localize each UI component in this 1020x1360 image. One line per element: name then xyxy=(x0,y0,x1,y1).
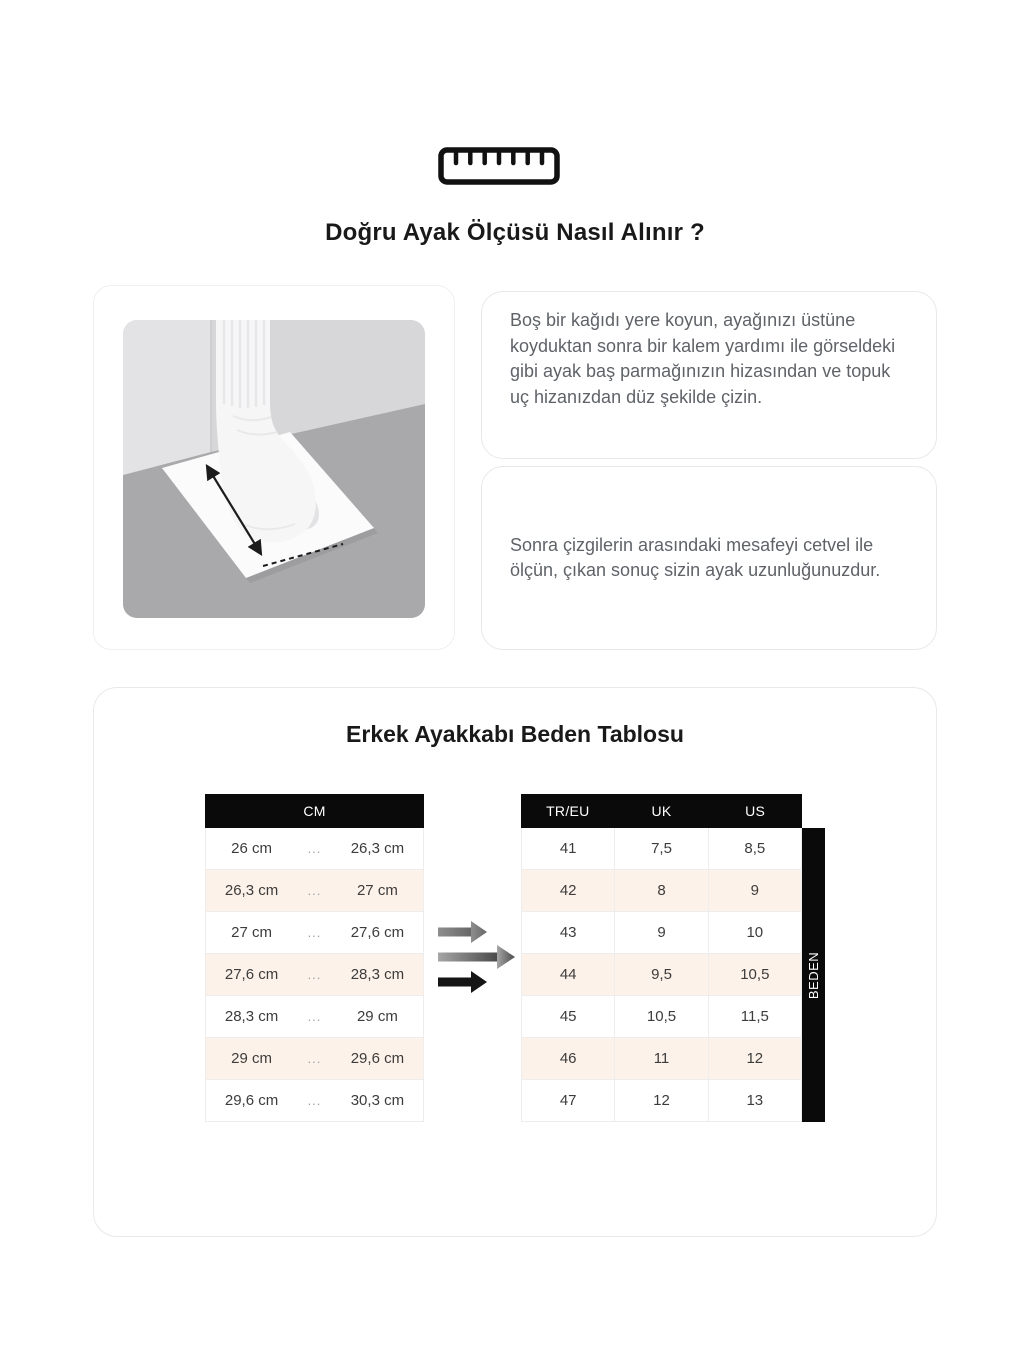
table-row: 27,6 cm ... 28,3 cm xyxy=(206,954,423,996)
cm-range-table xyxy=(205,794,424,1122)
table-row: 28,3 cm ... 29 cm xyxy=(206,996,423,1038)
right-arrows-icon xyxy=(438,917,520,995)
header-uk: UK xyxy=(651,803,672,819)
foot-measure-photo xyxy=(123,320,425,618)
table-row: 41 7,5 8,5 xyxy=(522,828,802,870)
table-row: 45 10,5 11,5 xyxy=(522,996,802,1038)
size-table-header-row xyxy=(521,794,802,828)
size-conversion-table xyxy=(521,794,802,1122)
table-row: 47 12 13 xyxy=(522,1080,802,1122)
size-table-body xyxy=(521,828,802,1122)
table-row: 43 9 10 xyxy=(522,912,802,954)
beden-side-bar xyxy=(802,828,825,1122)
table-row: 42 8 9 xyxy=(522,870,802,912)
beden-label: BEDEN xyxy=(806,951,822,999)
header-us: US xyxy=(745,803,766,819)
cm-table-header: CM xyxy=(205,794,424,828)
ruler-icon xyxy=(437,146,561,186)
size-chart-card xyxy=(93,687,937,1237)
foot-measure-photo-card xyxy=(93,285,455,650)
table-row: 44 9,5 10,5 xyxy=(522,954,802,996)
instruction-card-measure xyxy=(481,466,937,650)
instruction-step1-text: Boş bir kağıdı yere koyun, ayağınızı üstüne koyduktan sonra bir kalem yardımı ile görseldeki gibi ayak baş parmağınızın hizasından ve topuk uç hizanızdan düz şekilde çizin. xyxy=(510,310,896,407)
table-row: 29,6 cm ... 30,3 cm xyxy=(206,1080,423,1122)
instruction-card-draw xyxy=(481,291,937,459)
table-row: 26,3 cm ... 27 cm xyxy=(206,870,423,912)
table-row: 27 cm ... 27,6 cm xyxy=(206,912,423,954)
size-chart-title: Erkek Ayakkabı Beden Tablosu xyxy=(346,721,684,747)
table-row: 26 cm ... 26,3 cm xyxy=(206,828,423,870)
header-tr-eu: TR/EU xyxy=(546,803,590,819)
instruction-step2-text: Sonra çizgilerin arasındaki mesafeyi cetvel ile ölçün, çıkan sonuç sizin ayak uzunluğunuzdur. xyxy=(510,534,881,580)
table-row: 46 11 12 xyxy=(522,1038,802,1080)
cm-table-body xyxy=(205,828,424,1122)
page-title: Doğru Ayak Ölçüsü Nasıl Alınır ? xyxy=(325,219,705,246)
table-row: 29 cm ... 29,6 cm xyxy=(206,1038,423,1080)
